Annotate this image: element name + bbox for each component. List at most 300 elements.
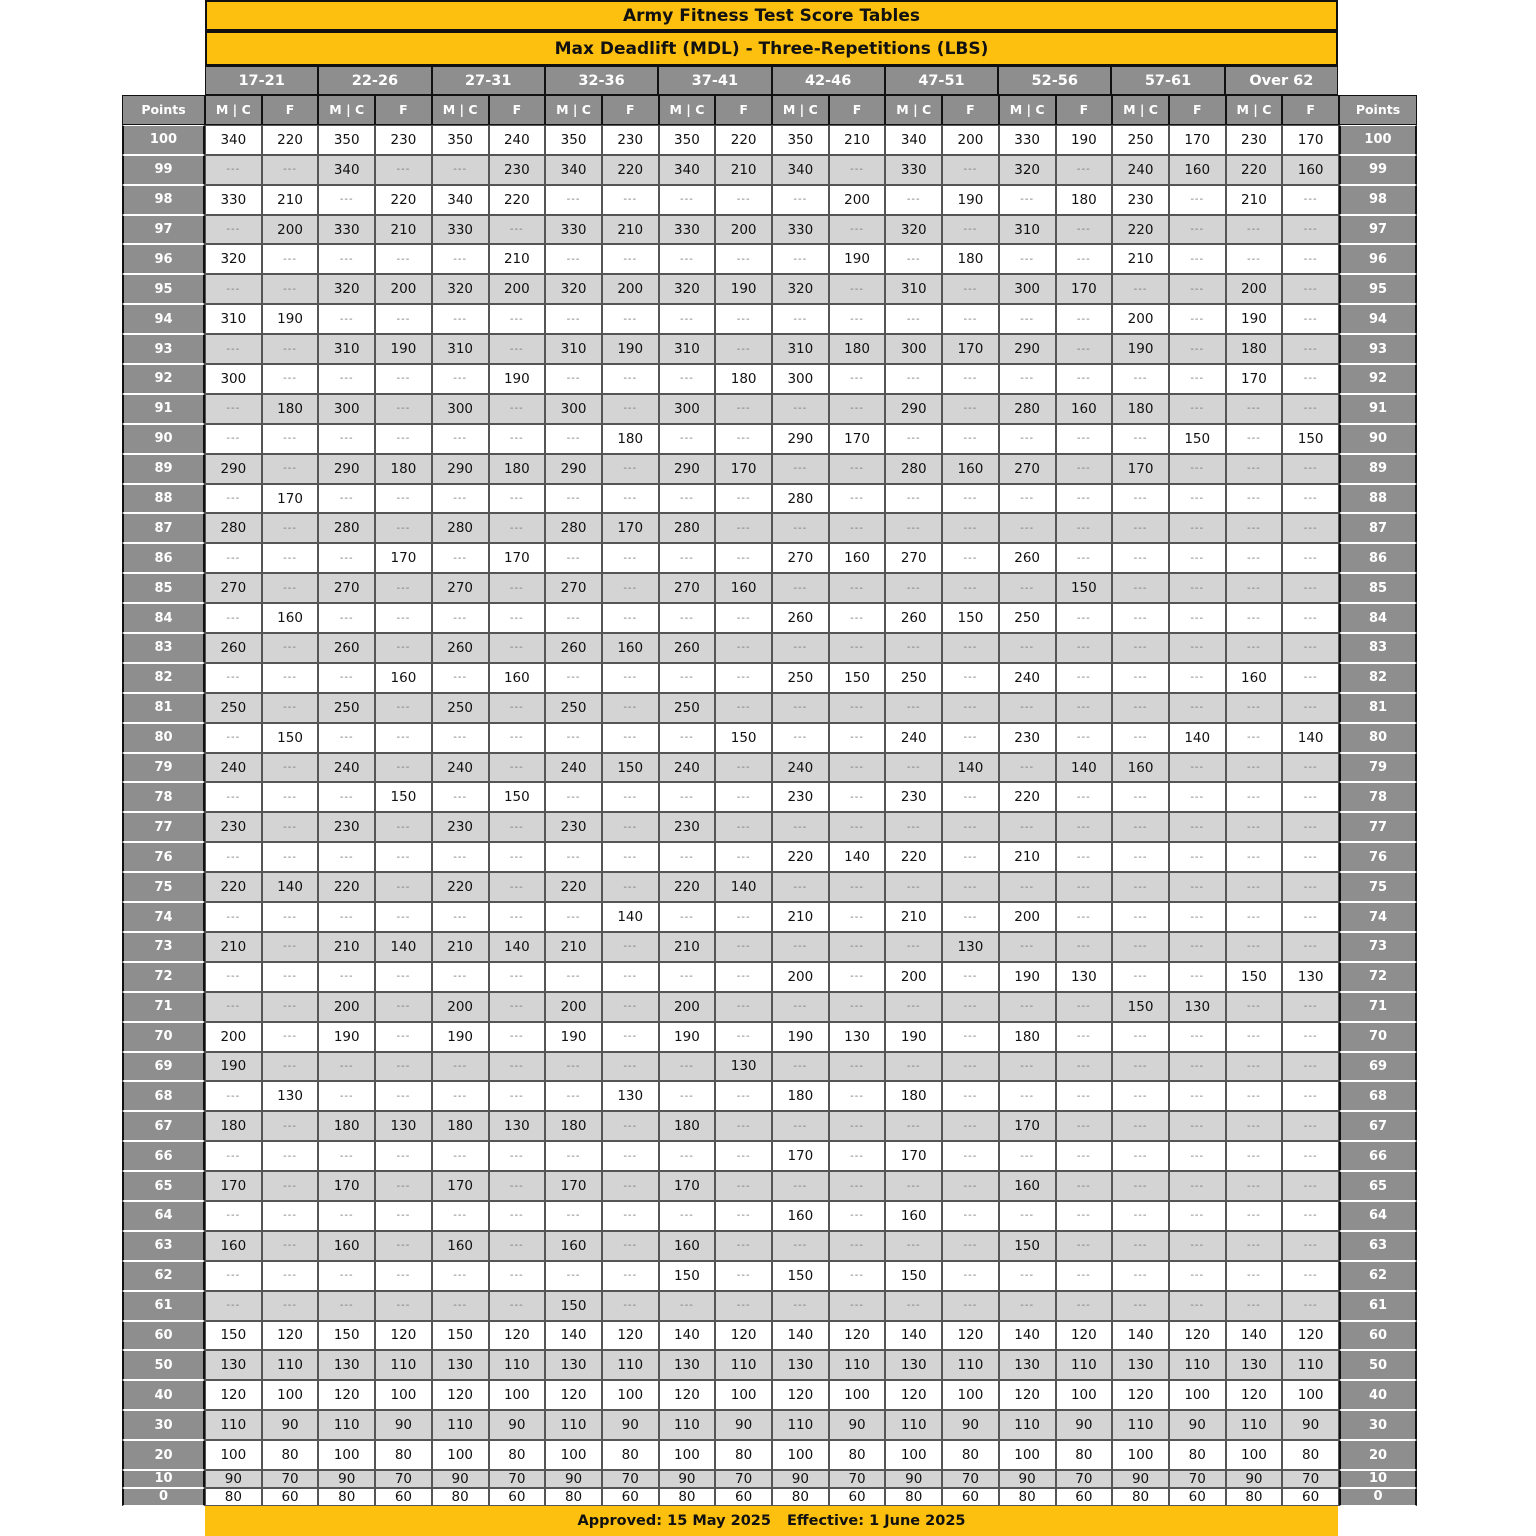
score-cell: --- <box>489 633 546 663</box>
score-cell: 180 <box>489 454 546 484</box>
score-cell: --- <box>602 244 659 274</box>
score-cell: 230 <box>205 812 262 842</box>
points-label: 65 <box>1339 1171 1417 1201</box>
score-cell: 200 <box>942 125 999 155</box>
score-cell: 120 <box>659 1380 716 1410</box>
score-cell: --- <box>489 1231 546 1261</box>
score-cell: --- <box>602 603 659 633</box>
score-cell: 320 <box>772 274 829 304</box>
score-cell: --- <box>262 1141 319 1171</box>
score-cell: --- <box>772 872 829 902</box>
score-cell: --- <box>1226 543 1283 573</box>
score-cell: 190 <box>999 962 1056 992</box>
score-cell: 290 <box>772 424 829 454</box>
score-cell: --- <box>1056 1171 1113 1201</box>
score-cell: 70 <box>1282 1470 1339 1488</box>
age-group-header: 22-26 <box>318 66 431 95</box>
score-cell: --- <box>885 424 942 454</box>
score-cell: --- <box>205 484 262 514</box>
score-cell: --- <box>942 1022 999 1052</box>
score-cell: --- <box>1282 244 1339 274</box>
score-cell: 290 <box>318 454 375 484</box>
female-column-header: F <box>1056 95 1113 125</box>
page-title: Army Fitness Test Score Tables <box>205 0 1338 31</box>
points-label: 78 <box>1339 782 1417 812</box>
score-cell: --- <box>262 932 319 962</box>
score-cell: 150 <box>772 1261 829 1291</box>
score-cell: --- <box>772 394 829 424</box>
score-cell: 200 <box>1226 274 1283 304</box>
score-cell: --- <box>659 364 716 394</box>
score-cell: 200 <box>205 1022 262 1052</box>
score-cell: --- <box>1056 782 1113 812</box>
score-cell: --- <box>942 992 999 1022</box>
score-cell: --- <box>1112 633 1169 663</box>
score-cell: --- <box>1282 513 1339 543</box>
score-cell: 320 <box>885 215 942 245</box>
points-column-header: Points <box>122 95 205 125</box>
score-cell: --- <box>942 513 999 543</box>
score-cell: 170 <box>1282 125 1339 155</box>
score-cell: 240 <box>772 753 829 783</box>
score-cell: --- <box>602 663 659 693</box>
score-cell: 60 <box>489 1488 546 1506</box>
score-cell: --- <box>885 484 942 514</box>
score-cell: --- <box>659 1201 716 1231</box>
score-cell: 190 <box>829 244 886 274</box>
score-cell: 120 <box>262 1321 319 1351</box>
score-cell: 270 <box>772 543 829 573</box>
score-cell: --- <box>1112 723 1169 753</box>
score-cell: --- <box>432 543 489 573</box>
score-cell: 340 <box>885 125 942 155</box>
score-cell: --- <box>1226 424 1283 454</box>
score-cell: 260 <box>772 603 829 633</box>
score-cell: --- <box>1226 244 1283 274</box>
score-cell: --- <box>772 513 829 543</box>
score-cell: --- <box>1169 753 1226 783</box>
score-cell: --- <box>432 723 489 753</box>
points-label: 66 <box>122 1141 205 1171</box>
score-cell: 130 <box>1112 1350 1169 1380</box>
score-cell: 210 <box>829 125 886 155</box>
score-cell: --- <box>602 842 659 872</box>
score-cell: 190 <box>602 334 659 364</box>
score-cell: --- <box>942 394 999 424</box>
score-cell: 230 <box>432 812 489 842</box>
score-cell: 210 <box>715 155 772 185</box>
score-cell: --- <box>1056 812 1113 842</box>
score-cell: 110 <box>772 1410 829 1440</box>
score-cell: --- <box>715 1111 772 1141</box>
score-cell: 200 <box>489 274 546 304</box>
score-cell: 160 <box>1112 753 1169 783</box>
age-group-header: 32-36 <box>545 66 658 95</box>
male-combat-column-header: M | C <box>205 95 262 125</box>
score-cell: 330 <box>659 215 716 245</box>
score-cell: --- <box>262 1201 319 1231</box>
score-cell: 90 <box>942 1410 999 1440</box>
score-cell: 200 <box>999 902 1056 932</box>
score-cell: --- <box>1056 1141 1113 1171</box>
score-cell: --- <box>942 364 999 394</box>
score-cell: --- <box>999 1201 1056 1231</box>
score-cell: --- <box>942 1231 999 1261</box>
score-cell: 280 <box>545 513 602 543</box>
score-cell: 280 <box>885 454 942 484</box>
score-cell: 210 <box>262 185 319 215</box>
score-cell: --- <box>1282 1291 1339 1321</box>
score-cell: --- <box>262 1231 319 1261</box>
score-cell: --- <box>545 244 602 274</box>
age-group-header: Over 62 <box>1225 66 1338 95</box>
score-cell: --- <box>829 513 886 543</box>
score-cell: 140 <box>885 1321 942 1351</box>
score-cell: 80 <box>772 1488 829 1506</box>
score-cell: --- <box>1056 155 1113 185</box>
points-label: 87 <box>122 513 205 543</box>
points-label: 69 <box>1339 1052 1417 1082</box>
score-cell: --- <box>1169 394 1226 424</box>
score-cell: --- <box>1112 543 1169 573</box>
score-cell: 190 <box>545 1022 602 1052</box>
score-cell: 120 <box>829 1321 886 1351</box>
score-cell: 280 <box>772 484 829 514</box>
score-cell: 350 <box>659 125 716 155</box>
score-cell: --- <box>715 992 772 1022</box>
score-cell: --- <box>545 1201 602 1231</box>
score-cell: --- <box>942 902 999 932</box>
score-cell: --- <box>602 782 659 812</box>
score-cell: --- <box>942 663 999 693</box>
score-cell: 120 <box>545 1380 602 1410</box>
score-cell: 150 <box>659 1261 716 1291</box>
score-cell: 190 <box>318 1022 375 1052</box>
score-cell: --- <box>1112 424 1169 454</box>
score-cell: 80 <box>262 1440 319 1470</box>
score-cell: 170 <box>489 543 546 573</box>
score-cell: 340 <box>432 185 489 215</box>
score-cell: 130 <box>602 1081 659 1111</box>
score-cell: 90 <box>999 1470 1056 1488</box>
score-cell: 190 <box>1056 125 1113 155</box>
score-cell: 80 <box>1226 1488 1283 1506</box>
score-cell: 170 <box>1226 364 1283 394</box>
score-cell: --- <box>205 1201 262 1231</box>
points-label: 76 <box>122 842 205 872</box>
score-cell: --- <box>999 1291 1056 1321</box>
score-cell: 110 <box>829 1350 886 1380</box>
score-cell: --- <box>1056 364 1113 394</box>
score-cell: 260 <box>885 603 942 633</box>
score-cell: --- <box>829 394 886 424</box>
score-cell: --- <box>1282 782 1339 812</box>
score-cell: --- <box>1282 304 1339 334</box>
score-cell: --- <box>999 633 1056 663</box>
score-cell: 240 <box>205 753 262 783</box>
score-cell: 140 <box>1056 753 1113 783</box>
points-label: 50 <box>122 1350 205 1380</box>
score-cell: --- <box>1282 394 1339 424</box>
score-cell: --- <box>375 872 432 902</box>
score-cell: --- <box>545 424 602 454</box>
score-cell: --- <box>999 932 1056 962</box>
score-cell: --- <box>432 364 489 394</box>
score-cell: --- <box>1282 753 1339 783</box>
points-label: 91 <box>122 394 205 424</box>
score-cell: 60 <box>262 1488 319 1506</box>
score-cell: 330 <box>545 215 602 245</box>
score-cell: 120 <box>205 1380 262 1410</box>
score-cell: 250 <box>432 693 489 723</box>
score-cell: 230 <box>659 812 716 842</box>
score-cell: --- <box>262 992 319 1022</box>
score-cell: 290 <box>205 454 262 484</box>
score-cell: 190 <box>715 274 772 304</box>
score-cell: --- <box>489 723 546 753</box>
score-cell: 110 <box>375 1350 432 1380</box>
score-cell: 160 <box>715 573 772 603</box>
score-cell: 220 <box>262 125 319 155</box>
points-label: 62 <box>1339 1261 1417 1291</box>
score-cell: --- <box>1056 693 1113 723</box>
points-label: 97 <box>1339 215 1417 245</box>
score-cell: --- <box>432 1141 489 1171</box>
score-cell: --- <box>942 1111 999 1141</box>
score-cell: --- <box>489 842 546 872</box>
score-cell: --- <box>885 812 942 842</box>
score-cell: 250 <box>885 663 942 693</box>
score-cell: --- <box>1112 962 1169 992</box>
score-cell: --- <box>432 902 489 932</box>
score-cell: --- <box>375 155 432 185</box>
score-cell: --- <box>602 962 659 992</box>
score-cell: --- <box>999 1081 1056 1111</box>
score-cell: --- <box>262 274 319 304</box>
score-cell: 200 <box>885 962 942 992</box>
score-cell: 130 <box>1056 962 1113 992</box>
score-cell: 140 <box>1226 1321 1283 1351</box>
points-label: 90 <box>122 424 205 454</box>
score-cell: --- <box>375 902 432 932</box>
score-cell: --- <box>1169 1231 1226 1261</box>
points-label: 70 <box>122 1022 205 1052</box>
score-cell: --- <box>885 872 942 902</box>
score-cell: 110 <box>1169 1350 1226 1380</box>
score-cell: --- <box>432 663 489 693</box>
score-cell: 270 <box>318 573 375 603</box>
score-cell: --- <box>659 902 716 932</box>
score-cell: 80 <box>942 1440 999 1470</box>
score-cell: 210 <box>489 244 546 274</box>
score-cell: 130 <box>885 1350 942 1380</box>
score-cell: --- <box>1169 1141 1226 1171</box>
score-cell: 140 <box>715 872 772 902</box>
points-label: 64 <box>1339 1201 1417 1231</box>
score-cell: --- <box>1056 1111 1113 1141</box>
score-cell: 100 <box>1112 1440 1169 1470</box>
score-cell: 260 <box>318 633 375 663</box>
score-cell: 180 <box>829 334 886 364</box>
score-cell: --- <box>1056 633 1113 663</box>
score-cell: --- <box>602 1201 659 1231</box>
score-cell: --- <box>942 693 999 723</box>
score-cell: --- <box>829 454 886 484</box>
score-cell: 230 <box>602 125 659 155</box>
score-cell: --- <box>1056 1081 1113 1111</box>
score-cell: --- <box>942 573 999 603</box>
score-cell: --- <box>375 304 432 334</box>
score-cell: --- <box>1282 1231 1339 1261</box>
points-label: 78 <box>122 782 205 812</box>
score-cell: --- <box>262 1111 319 1141</box>
score-cell: 220 <box>772 842 829 872</box>
score-cell: --- <box>1226 484 1283 514</box>
score-cell: --- <box>1226 902 1283 932</box>
score-cell: --- <box>205 215 262 245</box>
score-cell: 200 <box>602 274 659 304</box>
score-cell: --- <box>715 304 772 334</box>
points-label: 74 <box>1339 902 1417 932</box>
score-cell: 100 <box>1056 1380 1113 1410</box>
score-cell: --- <box>545 1052 602 1082</box>
score-cell: --- <box>262 543 319 573</box>
points-label: 98 <box>1339 185 1417 215</box>
score-cell: 250 <box>999 603 1056 633</box>
score-cell: 130 <box>375 1111 432 1141</box>
score-cell: --- <box>602 1111 659 1141</box>
score-cell: --- <box>262 334 319 364</box>
points-label: 92 <box>122 364 205 394</box>
score-cell: 170 <box>318 1171 375 1201</box>
score-cell: 220 <box>545 872 602 902</box>
score-cell: 130 <box>659 1350 716 1380</box>
points-label: 76 <box>1339 842 1417 872</box>
score-cell: 110 <box>205 1410 262 1440</box>
score-cell: 110 <box>1112 1410 1169 1440</box>
score-cell: 200 <box>432 992 489 1022</box>
score-cell: --- <box>829 364 886 394</box>
score-cell: --- <box>659 543 716 573</box>
footer <box>205 1506 1338 1536</box>
score-cell: --- <box>999 573 1056 603</box>
score-cell: 260 <box>432 633 489 663</box>
score-cell: 130 <box>205 1350 262 1380</box>
score-cell: --- <box>205 992 262 1022</box>
female-column-header: F <box>942 95 999 125</box>
score-cell: --- <box>375 484 432 514</box>
points-label: 71 <box>122 992 205 1022</box>
score-cell: 140 <box>545 1321 602 1351</box>
score-cell: 90 <box>602 1410 659 1440</box>
points-label: 75 <box>122 872 205 902</box>
score-cell: 120 <box>432 1380 489 1410</box>
score-cell: 120 <box>602 1321 659 1351</box>
score-cell: 120 <box>1282 1321 1339 1351</box>
points-label: 81 <box>1339 693 1417 723</box>
effective-date: Effective: 1 June 2025 <box>786 1513 966 1529</box>
score-cell: 70 <box>829 1470 886 1488</box>
score-cell: --- <box>715 842 772 872</box>
score-cell: 180 <box>262 394 319 424</box>
score-cell: --- <box>1169 244 1226 274</box>
score-cell: --- <box>715 1141 772 1171</box>
score-cell: 80 <box>885 1488 942 1506</box>
score-cell: --- <box>318 663 375 693</box>
score-cell: --- <box>1226 782 1283 812</box>
score-cell: --- <box>999 812 1056 842</box>
score-cell: --- <box>999 992 1056 1022</box>
score-cell: --- <box>829 1141 886 1171</box>
score-cell: 100 <box>715 1380 772 1410</box>
score-cell: 100 <box>829 1380 886 1410</box>
score-cell: 100 <box>205 1440 262 1470</box>
score-cell: 180 <box>545 1111 602 1141</box>
score-cell: 130 <box>432 1350 489 1380</box>
score-cell: --- <box>772 633 829 663</box>
score-cell: --- <box>715 693 772 723</box>
score-cell: --- <box>1169 304 1226 334</box>
score-cell: 150 <box>1056 573 1113 603</box>
score-cell: --- <box>829 1291 886 1321</box>
score-cell: --- <box>1169 573 1226 603</box>
score-cell: --- <box>659 1141 716 1171</box>
score-cell: 270 <box>205 573 262 603</box>
score-cell: 190 <box>262 304 319 334</box>
score-cell: 90 <box>262 1410 319 1440</box>
score-cell: --- <box>999 693 1056 723</box>
score-cell: 120 <box>999 1380 1056 1410</box>
points-label: 77 <box>1339 812 1417 842</box>
score-cell: 300 <box>999 274 1056 304</box>
score-cell: --- <box>1169 364 1226 394</box>
points-label: 70 <box>1339 1022 1417 1052</box>
score-cell: 120 <box>715 1321 772 1351</box>
points-label: 96 <box>122 244 205 274</box>
score-cell: 240 <box>1112 155 1169 185</box>
points-label: 91 <box>1339 394 1417 424</box>
points-label: 0 <box>122 1488 205 1506</box>
score-cell: 160 <box>432 1231 489 1261</box>
score-cell: --- <box>1056 992 1113 1022</box>
points-label: 88 <box>1339 484 1417 514</box>
score-cell: --- <box>1112 842 1169 872</box>
points-label: 84 <box>1339 603 1417 633</box>
points-label: 80 <box>1339 723 1417 753</box>
score-cell: --- <box>1282 334 1339 364</box>
score-cell: --- <box>1169 633 1226 663</box>
score-cell: --- <box>829 962 886 992</box>
score-cell: 130 <box>1226 1350 1283 1380</box>
score-cell: 340 <box>205 125 262 155</box>
score-cell: --- <box>375 513 432 543</box>
score-cell: --- <box>1226 753 1283 783</box>
score-cell: --- <box>1282 663 1339 693</box>
score-cell: 70 <box>262 1470 319 1488</box>
score-cell: --- <box>1169 872 1226 902</box>
score-cell: --- <box>829 932 886 962</box>
score-cell: --- <box>1169 812 1226 842</box>
score-cell: 310 <box>318 334 375 364</box>
score-cell: --- <box>1226 1261 1283 1291</box>
score-cell: --- <box>885 573 942 603</box>
points-label: 85 <box>122 573 205 603</box>
score-cell: 290 <box>432 454 489 484</box>
score-cell: --- <box>432 1052 489 1082</box>
score-cell: 190 <box>1226 304 1283 334</box>
score-cell: --- <box>262 1261 319 1291</box>
male-combat-column-header: M | C <box>545 95 602 125</box>
